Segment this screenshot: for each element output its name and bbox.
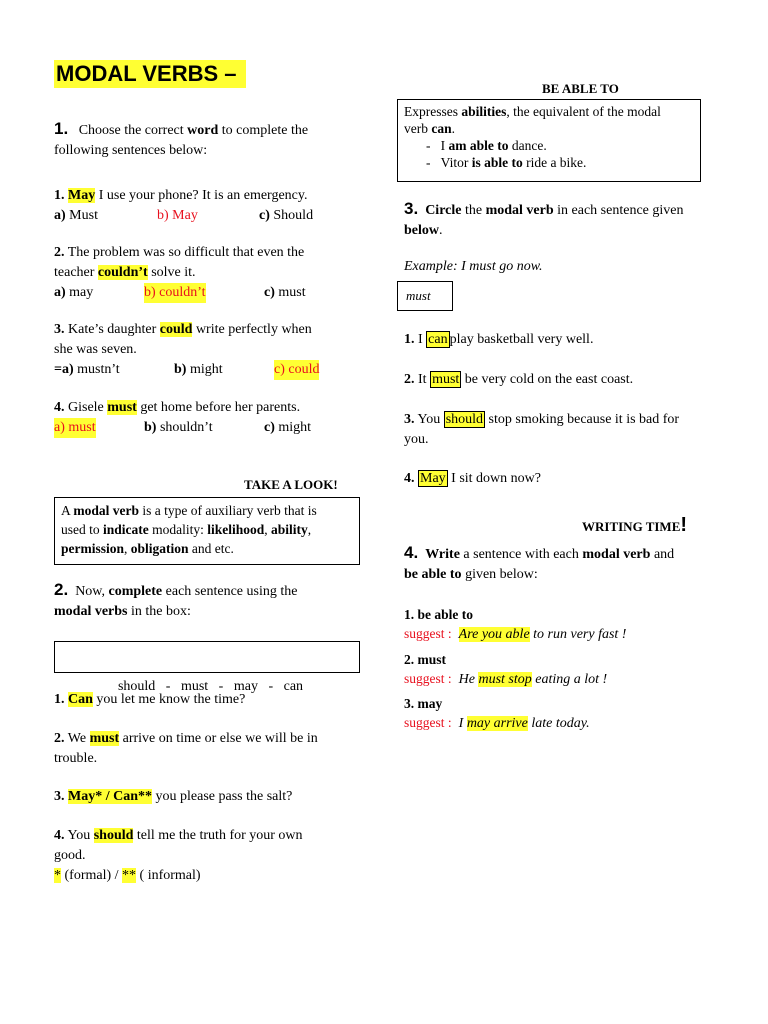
ex2-question-2: 2. We must arrive on time or else we will be in trouble. bbox=[54, 731, 318, 766]
ex3-question-3: 3. You should stop smoking because it is bad for you. bbox=[404, 412, 680, 447]
answer-highlight: should bbox=[93, 828, 134, 843]
writing-item-2: 2. must suggest : He must stop eating a lot ! bbox=[404, 652, 608, 687]
writing-item-3: 3. may suggest : I may arrive late today. bbox=[404, 696, 590, 731]
be-able-to-box: Expresses abilities, the equivalent of the modal verb can. - I am able to dance. - Vitor is able to ride a bike. bbox=[397, 99, 701, 182]
page-title: MODAL VERBS – bbox=[54, 60, 246, 88]
ex3-question-2: 2. It must be very cold on the east coast. bbox=[404, 372, 634, 387]
be-able-to-heading: BE ABLE TO bbox=[542, 81, 619, 96]
exercise-4-instructions: 4. Write a sentence with each modal verb and be able to given below: bbox=[404, 543, 675, 582]
answer-highlight: must bbox=[107, 400, 137, 415]
circled-answer: May bbox=[420, 471, 446, 486]
exercise-1-instructions: 1. Choose the correct word to complete the following sentences below: bbox=[54, 119, 309, 158]
answer-highlight: May* / Can** bbox=[68, 789, 152, 804]
ex1-question-2: 2. The problem was so difficult that even the teacher couldn’t solve it. a) may b) couldn’t c) must bbox=[54, 243, 354, 303]
correct-option: b) May bbox=[157, 208, 198, 223]
ex2-question-3: 3. May* / Can** you please pass the salt? bbox=[54, 789, 293, 804]
suggested-answer: must stop bbox=[478, 672, 532, 687]
ex3-question-1: 1. I can play basketball very well. bbox=[404, 332, 594, 347]
writing-time-heading: WRITING TIME! bbox=[582, 514, 688, 536]
suggested-answer: may arrive bbox=[466, 716, 528, 731]
answer-highlight: May bbox=[68, 188, 96, 203]
ex3-question-4: 4. May I sit down now? bbox=[404, 471, 541, 486]
circled-answer: should bbox=[445, 412, 484, 427]
answer-highlight: must bbox=[89, 731, 120, 746]
writing-item-1: 1. be able to suggest : Are you able to run very fast ! bbox=[404, 607, 627, 642]
ex3-example: Example: I must go now. bbox=[404, 259, 543, 274]
modal-verb-definition-box: A modal verb is a type of auxiliary verb that is used to indicate modality: likelihood, ability, permission, obligation and etc. bbox=[54, 497, 360, 565]
suggested-answer: Are you able bbox=[458, 627, 530, 642]
exercise-3-instructions: 3. Circle the modal verb in each sentence given below. bbox=[404, 199, 684, 238]
answer-highlight: couldn’t bbox=[97, 265, 148, 280]
ex1-question-1: 1. May I use your phone? It is an emergency. a) Must b) May c) Should bbox=[54, 186, 354, 226]
ex1-question-4: 4. Gisele must get home before her parents. a) must b) shouldn’t c) might bbox=[54, 398, 354, 438]
answer-highlight: could bbox=[159, 322, 193, 337]
formality-note: * (formal) / ** ( informal) bbox=[54, 868, 201, 883]
ex2-question-1: 1. Can you let me know the time? bbox=[54, 692, 246, 707]
answer-highlight: Can bbox=[68, 692, 93, 707]
correct-option: b) couldn’t bbox=[144, 283, 206, 303]
word-bank-box: should - must - may - can bbox=[54, 641, 360, 673]
ex3-example-answer-box: must bbox=[397, 281, 453, 311]
correct-option: a) must bbox=[54, 418, 96, 438]
ex2-question-4: 4. You should tell me the truth for your own good. * (formal) / ** ( informal) bbox=[54, 826, 364, 886]
exercise-2-instructions: 2. Now, complete each sentence using the modal verbs in the box: bbox=[54, 580, 298, 619]
circled-answer: must bbox=[432, 372, 460, 387]
take-a-look-heading: TAKE A LOOK! bbox=[244, 477, 338, 492]
correct-option: c) could bbox=[274, 360, 319, 380]
circled-answer: can bbox=[428, 332, 448, 347]
ex1-question-3: 3. Kate’s daughter could write perfectly when she was seven. =a) mustn’t b) might c) could bbox=[54, 320, 364, 380]
